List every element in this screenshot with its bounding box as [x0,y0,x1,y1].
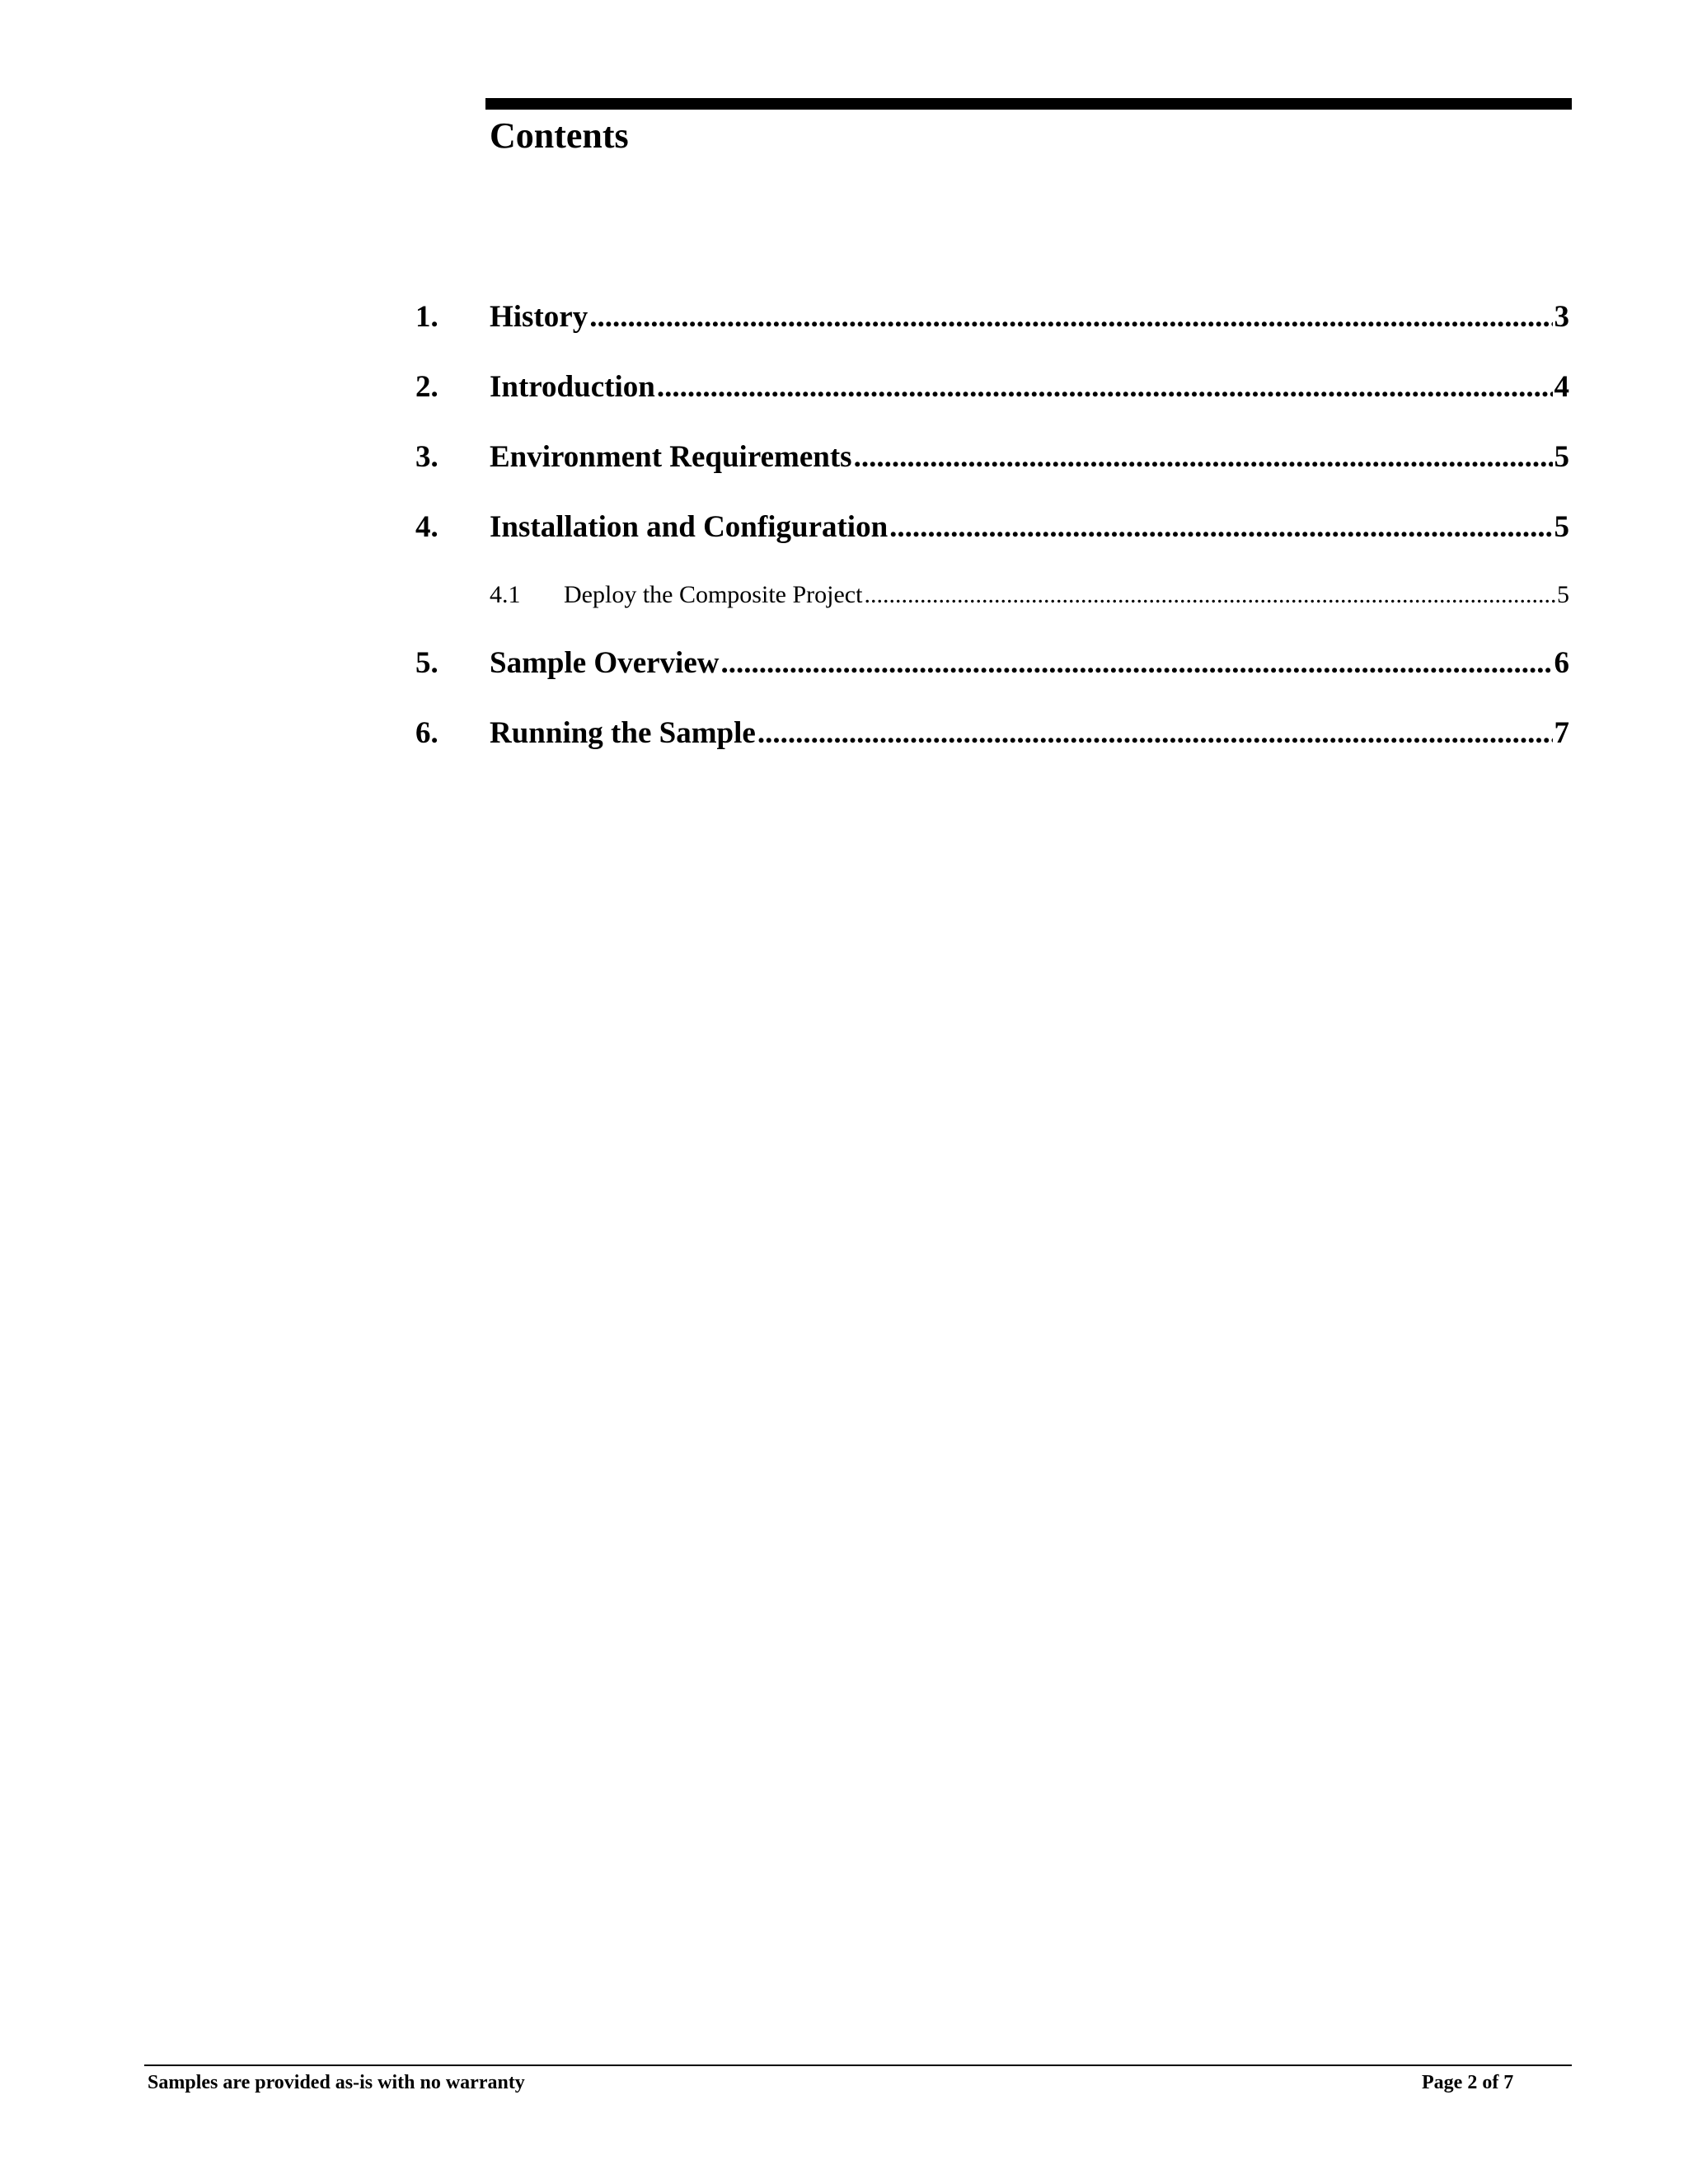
toc-entry-page: 3 [1554,300,1569,334]
toc-entry-page: 4 [1554,370,1569,404]
footer-rule [144,2064,1572,2066]
toc-dot-leader [889,507,1552,548]
toc-entry-text: Environment Requirements [490,440,852,474]
toc-entry-history[interactable] [415,297,1569,338]
toc-entry-text: Sample Overview [490,646,720,680]
toc-entry-text: Introduction [490,370,655,404]
toc-entry-text: Running the Sample [490,716,756,750]
toc-dot-leader [657,367,1553,408]
toc-entry-number: 4.1 [490,581,521,608]
page-title: Contents [490,115,629,156]
toc-entry-sample-overview[interactable] [415,643,1569,684]
toc-entry-page: 5 [1557,581,1569,608]
toc-entry-number: 4. [415,510,438,544]
heading-rule [485,98,1572,110]
toc-entry-text: Installation and Configuration [490,510,889,544]
toc-entry-text: History [490,300,588,334]
toc-dot-leader [757,713,1553,754]
toc-entry-page: 6 [1554,646,1569,680]
toc-entry-page: 5 [1554,510,1569,544]
toc-entry-page: 7 [1554,716,1569,750]
toc-entry-introduction[interactable] [415,367,1569,408]
toc-entry-number: 1. [415,300,438,334]
toc-entry-environment-requirements[interactable] [415,437,1569,478]
footer-disclaimer: Samples are provided as-is with no warranty [148,2072,525,2093]
toc-entry-number: 5. [415,646,438,680]
toc-entry-page: 5 [1554,440,1569,474]
toc-dot-leader [864,579,1555,612]
toc-dot-leader [589,297,1552,338]
toc-entry-running-the-sample[interactable] [415,713,1569,754]
toc-dot-leader [854,437,1553,478]
toc-entry-deploy-the-composite-project[interactable] [415,579,1569,612]
toc-entry-installation-and-configuration[interactable] [415,507,1569,548]
footer-page-number: Page 2 of 7 [1422,2072,1514,2093]
toc-entry-text: Deploy the Composite Project [564,581,863,608]
toc-entry-number: 2. [415,370,438,404]
toc-dot-leader [720,643,1552,684]
toc-entry-number: 6. [415,716,438,750]
toc-entry-number: 3. [415,440,438,474]
